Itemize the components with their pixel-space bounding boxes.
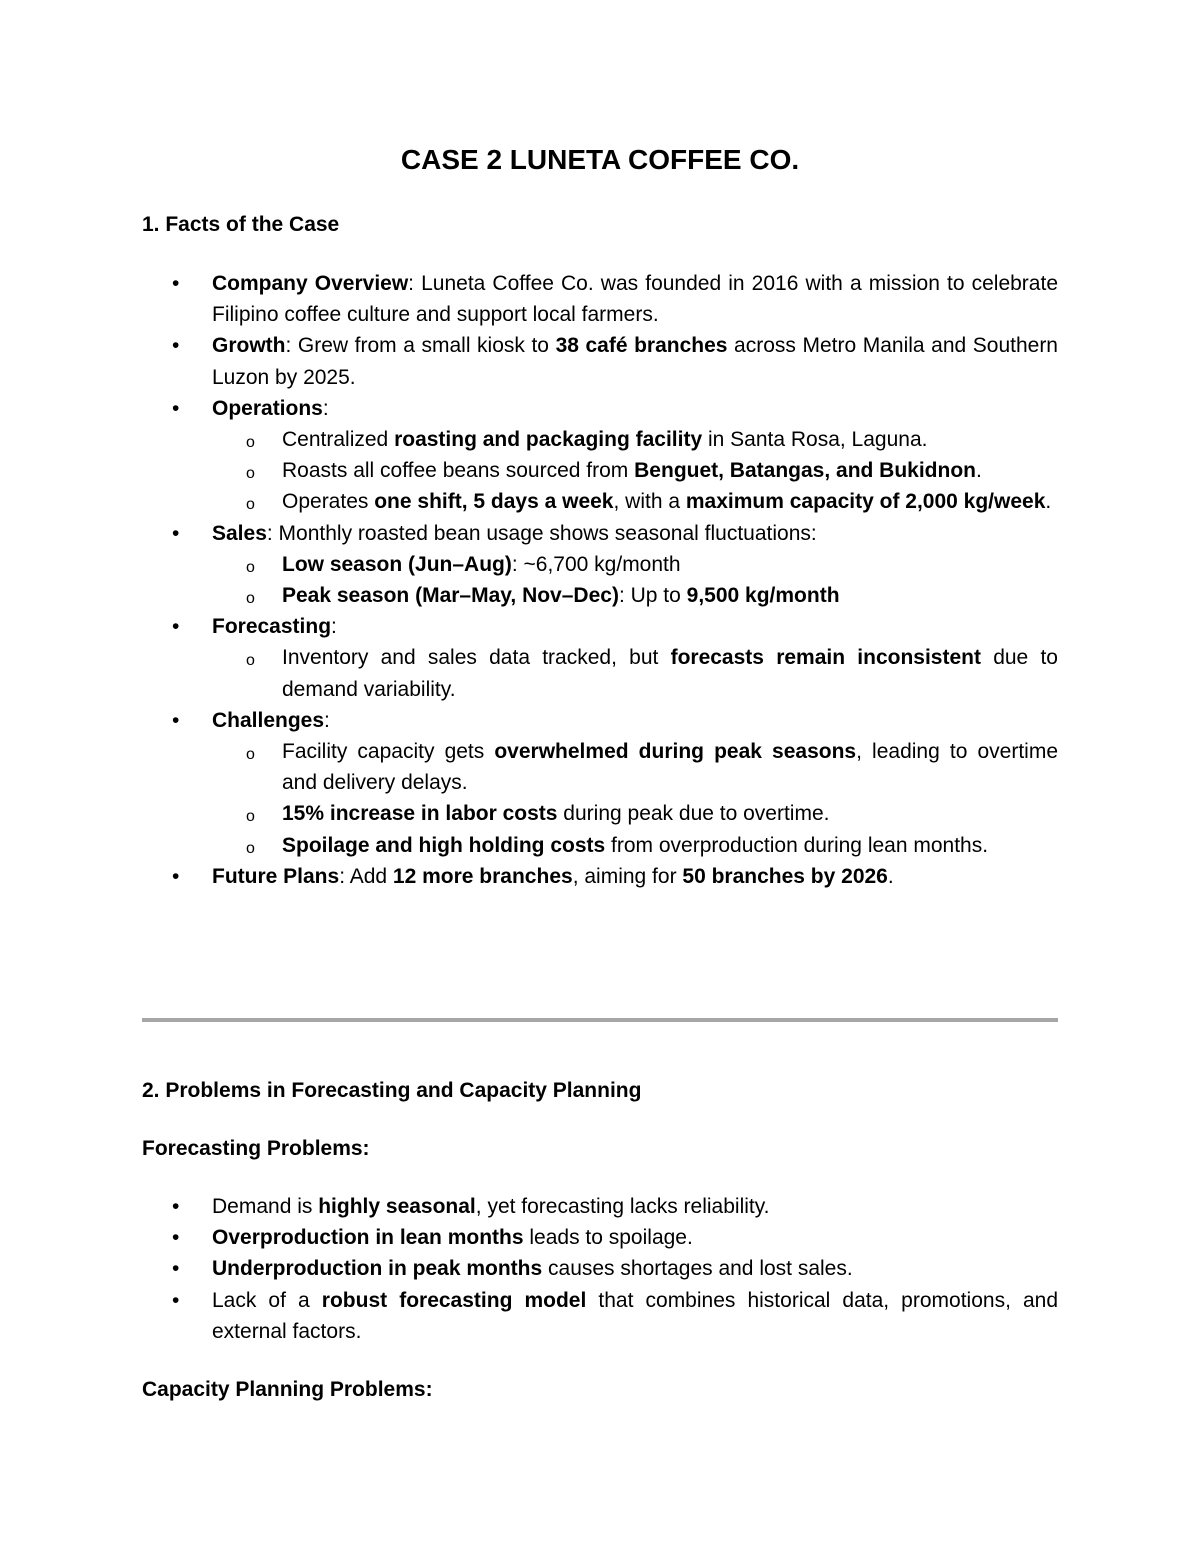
- operations-sublist: [212, 424, 1058, 518]
- forecasting-problems-list: [142, 1191, 1058, 1347]
- list-item-future-plans: • Future Plans: Add 12 more branches, aiming for 50 branches by 2026.: [142, 861, 1058, 892]
- list-item: • Underproduction in peak months causes shortages and lost sales.: [142, 1253, 1058, 1284]
- list-item-company-overview: • Company Overview: Luneta Coffee Co. was founded in 2016 with a mission to celebrate Filipino coffee culture and support local farmers.: [142, 268, 1058, 330]
- subheading-forecasting-problems: Forecasting Problems:: [142, 1137, 370, 1160]
- sublist-item: o Operates one shift, 5 days a week, with a maximum capacity of 2,000 kg/week.: [212, 486, 1058, 517]
- sublist-item: o Roasts all coffee beans sourced from Benguet, Batangas, and Bukidnon.: [212, 455, 1058, 486]
- subheading-capacity-planning-problems: Capacity Planning Problems:: [142, 1378, 433, 1401]
- list-item: • Lack of a robust forecasting model that combines historical data, promotions, and external factors.: [142, 1285, 1058, 1347]
- list-item-challenges: • Challenges: o Facility capacity gets overwhelmed during peak seasons, leading to overtime and delivery delays. o 15% increase in labor costs during peak due to overtime. o Spoilage and high holding costs from overproduction during lean months.: [142, 705, 1058, 861]
- list-item-operations: • Operations: o Centralized roasting and packaging facility in Santa Rosa, Laguna. o Roasts all coffee beans sourced from Benguet, Batangas, and Bukidnon. o Operates one shift, 5 days a week, with a maximum capacity of 2,000 kg/week.: [142, 393, 1058, 518]
- horizontal-divider: [142, 1018, 1058, 1022]
- document-title: CASE 2 LUNETA COFFEE CO.: [400, 144, 800, 175]
- sublist-item: o Centralized roasting and packaging facility in Santa Rosa, Laguna.: [212, 424, 1058, 455]
- sublist-item: o Peak season (Mar–May, Nov–Dec): Up to 9,500 kg/month: [212, 580, 1058, 611]
- sales-sublist: [212, 549, 1058, 611]
- sublist-item: o Facility capacity gets overwhelmed during peak seasons, leading to overtime and delivery delays.: [212, 736, 1058, 798]
- sublist-item: o Inventory and sales data tracked, but forecasts remain inconsistent due to demand variability.: [212, 642, 1058, 704]
- list-item-growth: • Growth: Grew from a small kiosk to 38 café branches across Metro Manila and Southern Luzon by 2025.: [142, 330, 1058, 392]
- list-item: • Overproduction in lean months leads to spoilage.: [142, 1222, 1058, 1253]
- forecasting-sublist: [212, 642, 1058, 704]
- challenges-sublist: [212, 736, 1058, 861]
- sublist-item: o Spoilage and high holding costs from overproduction during lean months.: [212, 830, 1058, 861]
- section-heading-problems: 2. Problems in Forecasting and Capacity Planning: [142, 1079, 642, 1102]
- section-heading-facts: 1. Facts of the Case: [142, 213, 340, 236]
- list-item-sales: • Sales: Monthly roasted bean usage shows seasonal fluctuations: o Low season (Jun–Aug): ~6,700 kg/month o Peak season (Mar–May, Nov–Dec): Up to 9,500 kg/month: [142, 518, 1058, 612]
- sublist-item: o Low season (Jun–Aug): ~6,700 kg/month: [212, 549, 1058, 580]
- sublist-item: o 15% increase in labor costs during peak due to overtime.: [212, 798, 1058, 829]
- list-item-forecasting: • Forecasting: o Inventory and sales data tracked, but forecasts remain inconsistent due to demand variability.: [142, 611, 1058, 705]
- list-item: • Demand is highly seasonal, yet forecasting lacks reliability.: [142, 1191, 1058, 1222]
- facts-list: [142, 268, 1058, 892]
